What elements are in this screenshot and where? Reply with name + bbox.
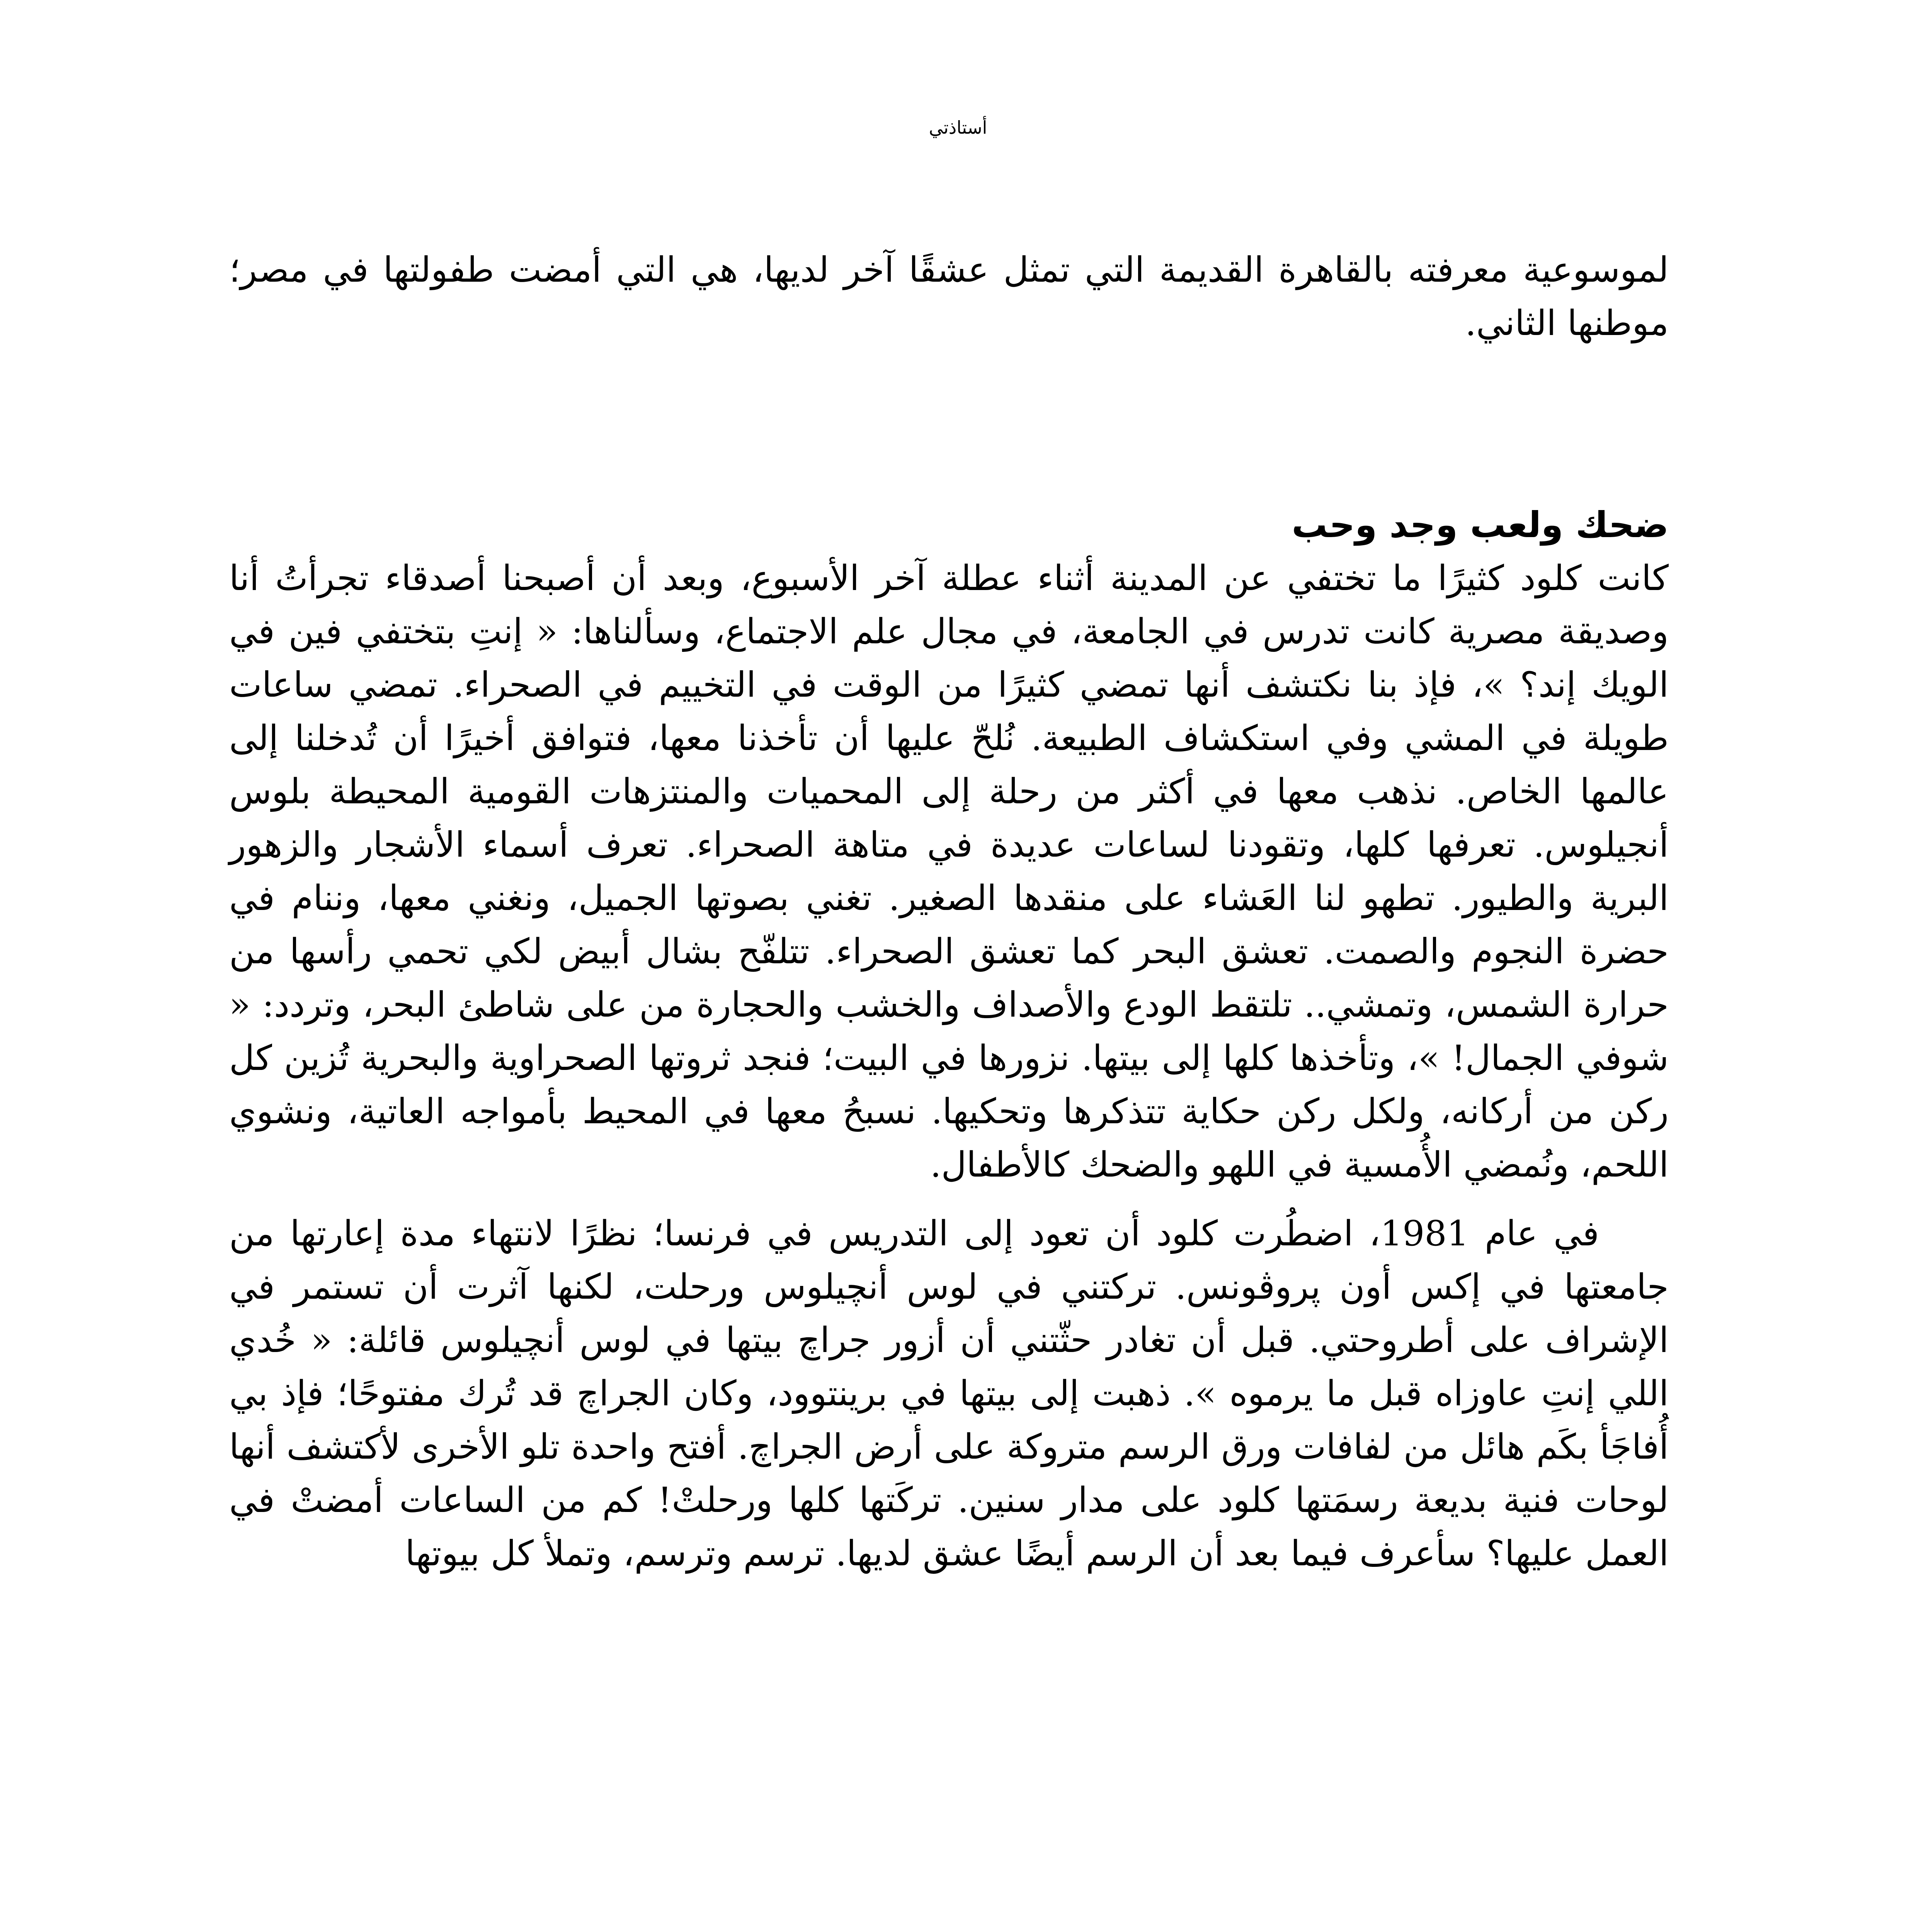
intro-paragraph: لموسوعية معرفته بالقاهرة القديمة التي تمثل عشقًا آخر لديها، هي التي أمضت طفولتها في مصر؛ موطنها الثاني. [229, 250, 1669, 344]
section-heading: ضحك ولعب وجد وحب [1292, 504, 1669, 546]
running-header: أستاذتي [929, 117, 987, 138]
intro-block [229, 243, 1669, 350]
section-block [229, 498, 1669, 1580]
body-paragraph-1: كانت كلود كثيرًا ما تختفي عن المدينة أثناء عطلة آخر الأسبوع، وبعد أن أصبحنا أصدقاء تجرأتُ أنا وصديقة مصرية كانت تدرس في الجامعة، في مجال علم الاجتماع، وسألناها: « إنتِ بتختفي فين في الويك إند؟ »، فإذ بنا نكتشف أنها تمضي كثيرًا من الوقت في التخييم في الصحراء. تمضي ساعات طويلة في المشي وفي استكشاف الطبيعة. نُلحّ عليها أن تأخذنا معها، فتوافق أخيرًا أن تُدخلنا إلى عالمها الخاص. نذهب معها في أكثر من رحلة إلى المحميات والمنتزهات القومية المحيطة بلوس أنجيلوس. تعرفها كلها، وتقودنا لساعات عديدة في متاهة الصحراء. تعرف أسماء الأشجار والزهور البرية والطيور. تطهو لنا العَشاء على منقدها الصغير. تغني بصوتها الجميل، ونغني معها، وننام في حضرة النجوم والصمت. تعشق البحر كما تعشق الصحراء. تتلفّح بشال أبيض لكي تحمي رأسها من حرارة الشمس، وتمشي.. تلتقط الودع والأصداف والخشب والحجارة من على شاطئ البحر، وتردد: « شوفي الجمال! »، وتأخذها كلها إلى بيتها. نزورها في البيت؛ فنجد ثروتها الصحراوية والبحرية تُزين كل ركن من أركانه، ولكل ركن حكاية تتذكرها وتحكيها. نسبحُ معها في المحيط بأمواجه العاتية، ونشوي اللحم، ونُمضي الأُمسية في اللهو والضحك كالأطفال. [229, 558, 1669, 1185]
body-paragraph-2: في عام 1981، اضطُرت كلود أن تعود إلى التدريس في فرنسا؛ نظرًا لانتهاء مدة إعارتها من جامعتها في إكس أون پروڤونس. تركتني في لوس أنچيلوس ورحلت، لكنها آثرت أن تستمر في الإشراف على أطروحتي. قبل أن تغادر حثّتني أن أزور جراچ بيتها في لوس أنچيلوس قائلة: « خُدي اللي إنتِ عاوزاه قبل ما يرموه ». ذهبت إلى بيتها في برينتوود، وكان الجراچ قد تُرك مفتوحًا؛ فإذ بي أُفاجَأ بكَم هائل من لفافات ورق الرسم متروكة على أرض الجراچ. أفتح واحدة تلو الأخرى لأكتشف أنها لوحات فنية بديعة رسمَتها كلود على مدار سنين. تركَتها كلها ورحلتْ! كم من الساعات أمضتْ في العمل عليها؟ سأعرف فيما بعد أن الرسم أيضًا عشق لديها. ترسم وترسم، وتملأ كل بيوتها [229, 1213, 1669, 1574]
